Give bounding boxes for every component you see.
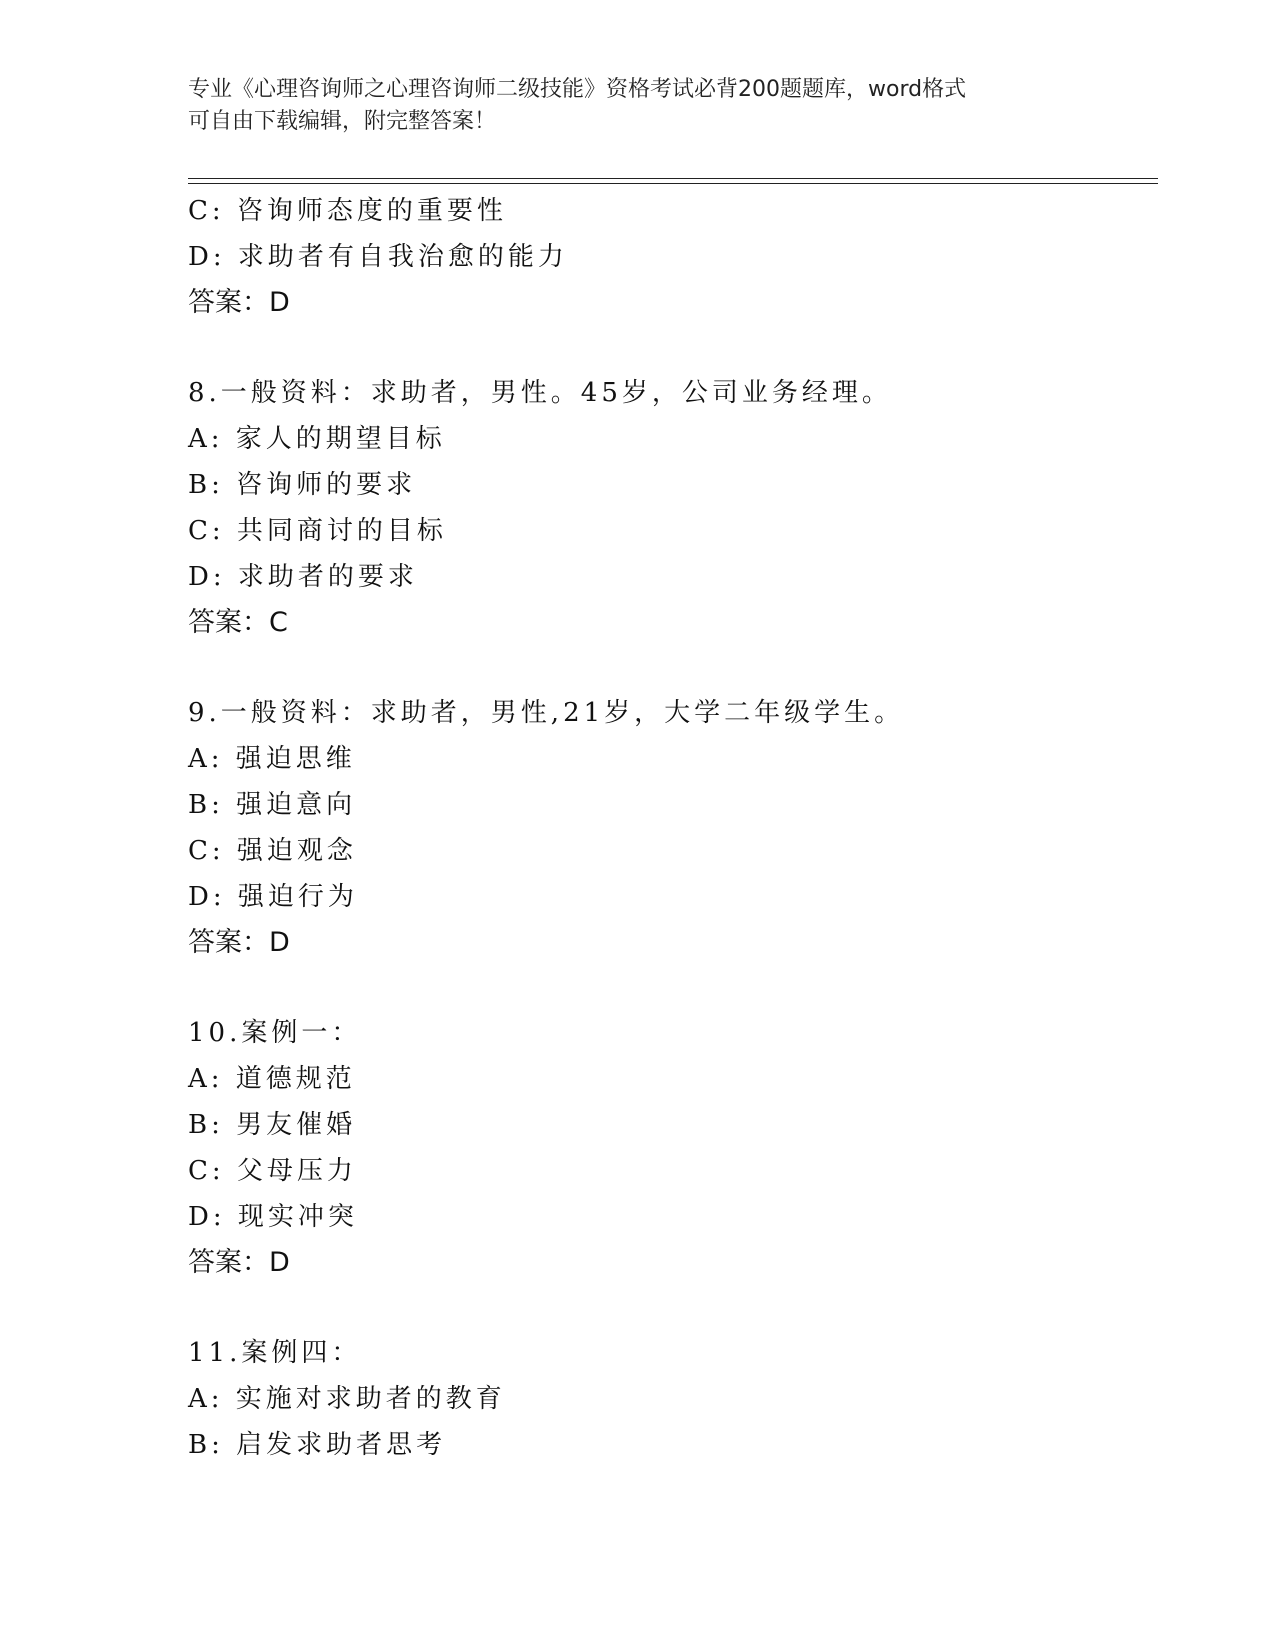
option-d: D: 求助者的要求 bbox=[188, 562, 418, 592]
option-b: B: 咨询师的要求 bbox=[188, 470, 417, 500]
question-stem: 9.一般资料：求助者，男性,21岁，大学二年级学生。 bbox=[188, 698, 905, 728]
question-8 bbox=[188, 370, 1158, 646]
question-9 bbox=[188, 690, 1158, 966]
header-line-1: 专业《心理咨询师之心理咨询师二级技能》资格考试必背200题题库，word格式 bbox=[188, 77, 967, 102]
question-stem: 11.案例四： bbox=[188, 1338, 362, 1368]
question-stem: 8.一般资料：求助者，男性。45岁，公司业务经理。 bbox=[188, 378, 892, 408]
option-d: D: 求助者有自我治愈的能力 bbox=[188, 242, 568, 272]
answer-line: 答案：D bbox=[188, 1247, 290, 1278]
option-a: A: 道德规范 bbox=[188, 1064, 356, 1094]
option-d: D: 强迫行为 bbox=[188, 882, 358, 912]
question-content bbox=[188, 188, 1158, 1468]
question-11 bbox=[188, 1330, 1158, 1468]
header-line-2: 可自由下载编辑，附完整答案！ bbox=[188, 109, 497, 134]
answer-line: 答案：D bbox=[188, 287, 290, 318]
header-divider-bottom bbox=[188, 183, 1158, 184]
option-b: B: 启发求助者思考 bbox=[188, 1430, 447, 1460]
option-a: A: 家人的期望目标 bbox=[188, 424, 446, 454]
question-7-continuation bbox=[188, 188, 1158, 326]
option-b: B: 男友催婚 bbox=[188, 1110, 357, 1140]
document-header bbox=[188, 74, 1088, 138]
header-divider-top bbox=[188, 178, 1158, 179]
option-c: C: 共同商讨的目标 bbox=[188, 516, 447, 546]
option-a: A: 强迫思维 bbox=[188, 744, 356, 774]
option-d: D: 现实冲突 bbox=[188, 1202, 358, 1232]
answer-line: 答案：C bbox=[188, 607, 288, 638]
option-c: C: 咨询师态度的重要性 bbox=[188, 196, 507, 226]
question-10 bbox=[188, 1010, 1158, 1286]
option-b: B: 强迫意向 bbox=[188, 790, 357, 820]
option-a: A: 实施对求助者的教育 bbox=[188, 1384, 506, 1414]
option-c: C: 强迫观念 bbox=[188, 836, 357, 866]
answer-line: 答案：D bbox=[188, 927, 290, 958]
question-stem: 10.案例一： bbox=[188, 1018, 362, 1048]
option-c: C: 父母压力 bbox=[188, 1156, 357, 1186]
